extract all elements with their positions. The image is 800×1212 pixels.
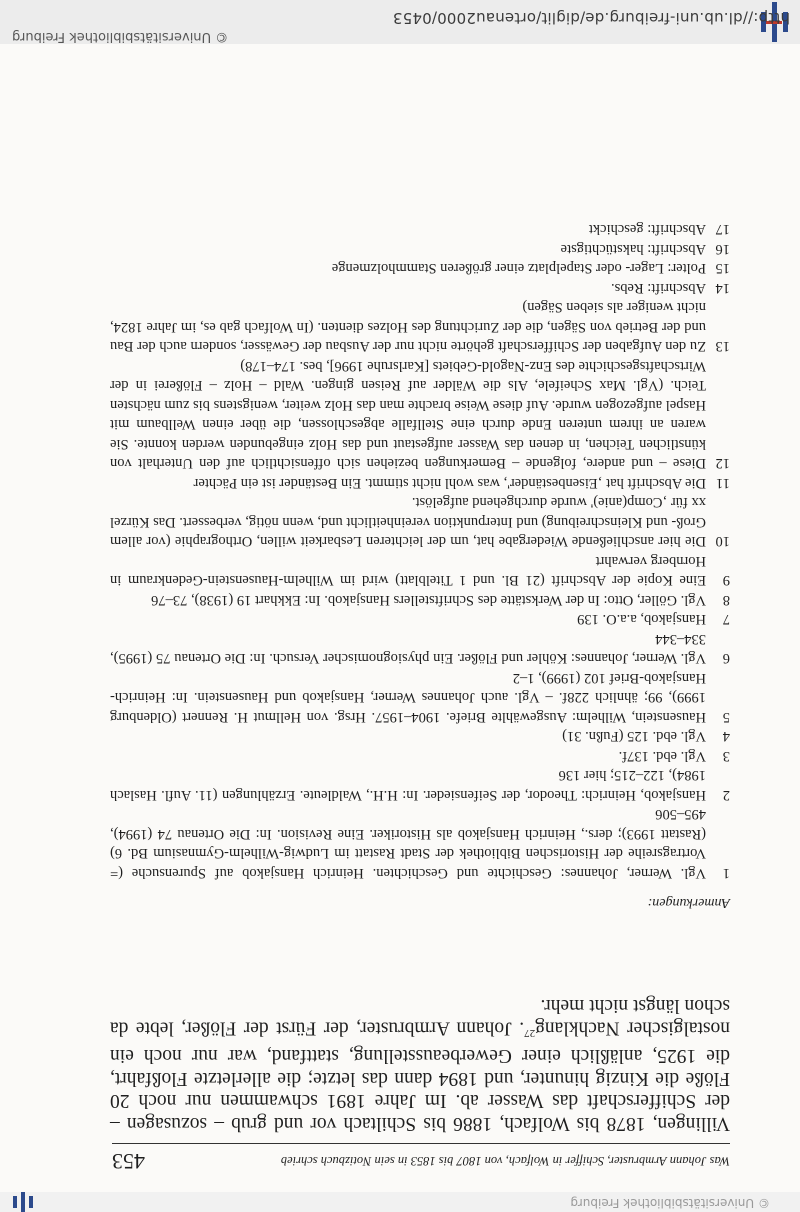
note-text: Zu den Aufgaben der Schifferschaft gehörte nicht nur der Ausbau der Gewässer, sondern auch der Bau und der Betrieb von Sägen, die der Zurichtung des Holzes dienten. (In Wolfach gab es, im Jahre 1824, nicht weniger als sieben Sägen) [110,299,706,355]
note-text: Vgl. ebd. 137f. [618,748,706,764]
page-number: 453 [112,1149,145,1174]
note-text: Vgl. ebd. 125 (Fußn. 31) [562,728,706,745]
note-item [110,492,730,551]
note-number: 5 [722,709,730,725]
note-item [110,629,730,668]
note-item [110,356,730,473]
note-item [110,473,730,493]
copyright-text: © Universitätsbibliothek Freiburg [12,29,229,44]
note-number: 3 [722,748,730,764]
note-text: Abschrift: geschickt [588,221,706,238]
note-item [110,219,730,239]
footnote-ref: 27 [524,1027,536,1039]
note-number: 11 [716,475,730,491]
notes-list [110,219,730,882]
note-item [110,239,730,259]
body-text-part1: Villingen, 1878 bis Wolfach, 1886 bis Schiltach vor und grub – sozusagen – der Schifferschaft das Wasser ab. Im Jahre 1891 schwammen nur noch 20 Flöße die Kinzig hinunter, und 1894 dann das letzte; die allerletzte Floßfahrt, die 1925, anläßlich einer Gewerbeausstellung, stattfand, war nur noch ein nostalgischer Nachklang [110,1017,730,1134]
body-paragraph [110,994,730,1135]
note-text: Hausenstein, Wilhelm: Ausgewählte Briefe. 1904–1957. Hrsg. von Hellmut H. Rennert (Oldenburg 1999), 99; ähnlich 228f. – Vgl. auch Johannes Werner, Hansjakob und Hausenstein. In: Heinrich-Hansjakob-Brief 102 (1999), 1–2 [110,670,706,725]
note-item [110,551,730,590]
note-text: Vgl. Göller, Otto: In der Werkstätte des Schriftstellers Hansjakob. In: Ekkhart 19 (1938), 73–76 [151,592,706,608]
note-item [110,668,730,727]
note-text: Hansjakob, Heinrich: Theodor, der Seifensieder. In: H.H., Waldleute. Erzählungen (11. Aufl. Haslach 1984), 122–215; hier 136 [110,767,706,803]
note-text: Vgl. Werner, Johannes: Geschichte und Geschichten. Heinrich Hansjakob auf Spurensuche (= Vortragsreihe der Historischen Bibliothek der Stadt Rastatt im Ludwig-Wilhelm-Gymnasium Bd. 6) (Rastatt 1993); ders., Heinrich Hansjakob als Historiker. Eine Revision. In: Die Ortenau 74 (1994), 495–506 [110,806,706,881]
note-item [110,297,730,356]
note-number: 13 [715,338,730,355]
copyright-text-top: © Universitätsbibliothek Freiburg [570,1196,770,1210]
note-number: 12 [715,455,730,472]
note-text: Eine Kopie der Abschrift (21 Bl. und 1 Titelblatt) wird im Wilhelm-Hausenstein-Gedenkraum in Hornberg verwahrt [110,553,706,589]
bottom-toolbar [0,0,800,44]
note-number: 8 [722,592,730,608]
notes-heading: Anmerkungen: [647,895,730,910]
library-logo-icon-top [8,1192,38,1212]
note-number: 1 [722,865,730,881]
note-text: Abschrift: hakstüchtigste [560,241,706,257]
note-item [110,804,730,882]
note-item [110,278,730,298]
note-text: Abschrift: Rebs. [610,280,706,296]
note-number: 9 [722,572,730,589]
note-number: 14 [715,280,730,296]
note-number: 10 [715,533,730,550]
note-text: Hansjakob, a.a.O. 139 [577,611,706,628]
note-item [110,258,730,278]
note-number: 17 [715,221,730,238]
note-item [110,590,730,610]
note-text: Die Abschrift hat ‚Eisenbeständer', was wohl nicht stimmt. Ein Beständer ist ein Pächter [193,475,706,491]
page-url-link[interactable]: http://dl.ub.uni-freiburg.de/diglit/ortenau2000/0453 [392,9,790,27]
note-text: Vgl. Werner, Johannes: Köhler und Flößer. Ein physiognomischer Versuch. In: Die Ortenau 75 (1995), 334–344 [110,631,706,667]
note-item [110,726,730,746]
top-toolbar [0,1192,800,1212]
note-text: Die hier anschließende Wiedergabe hat, um der leichteren Lesbarkeit willen, Orthographie (vor allem Groß- und Kleinschreibung) und Interpunktion vereinheitlicht und, wenn nötig, verbessert. Das Kürzel xx für ‚Comp(anie)' wurde durchgehend aufgelöst. [110,494,706,550]
note-number: 6 [722,650,730,667]
note-item [110,609,730,629]
note-number: 7 [722,611,730,628]
note-item [110,746,730,766]
note-number: 2 [722,787,730,803]
note-text: Polter: Lager- oder Stapelplatz einer größeren Stammholzmenge [331,260,706,277]
note-text: Diese – und andere, folgende – Bemerkungen beziehen sich offensichtlich auf den Unterhalt von künstlichen Teichen, in denen das Wasser aufgestaut und das Holz eingebunden werden konnte. Sie waren an ihrem unteren Ende durch eine Stellfalle abgeschlossen, die über einen Wellbaum mit Haspel aufgezogen wurde. Auf diese Weise brachte man das Holz weiter, wenigstens bis zum nächsten Teich. (Vgl. Max Scheifele, Als die Wälder auf Reisen gingen. Wald – Holz – Flößerei in der Wirtschaftsgeschichte des Enz-Nagold-Gebiets [Karlsruhe 1996], bes. 174–178) [110,358,706,472]
running-header [112,1143,730,1174]
note-number: 16 [715,241,730,257]
running-title: Was Johann Armbruster, Schiffer in Wolfach, von 1807 bis 1853 in sein Notizbuch schrieb [280,1154,730,1168]
note-number: 15 [715,260,730,277]
note-item [110,765,730,804]
body-text-part2: . Johann Armbruster, der Fürst der Flößer, lebte da schon längst nicht mehr. [109,995,730,1039]
note-number: 4 [722,728,730,745]
